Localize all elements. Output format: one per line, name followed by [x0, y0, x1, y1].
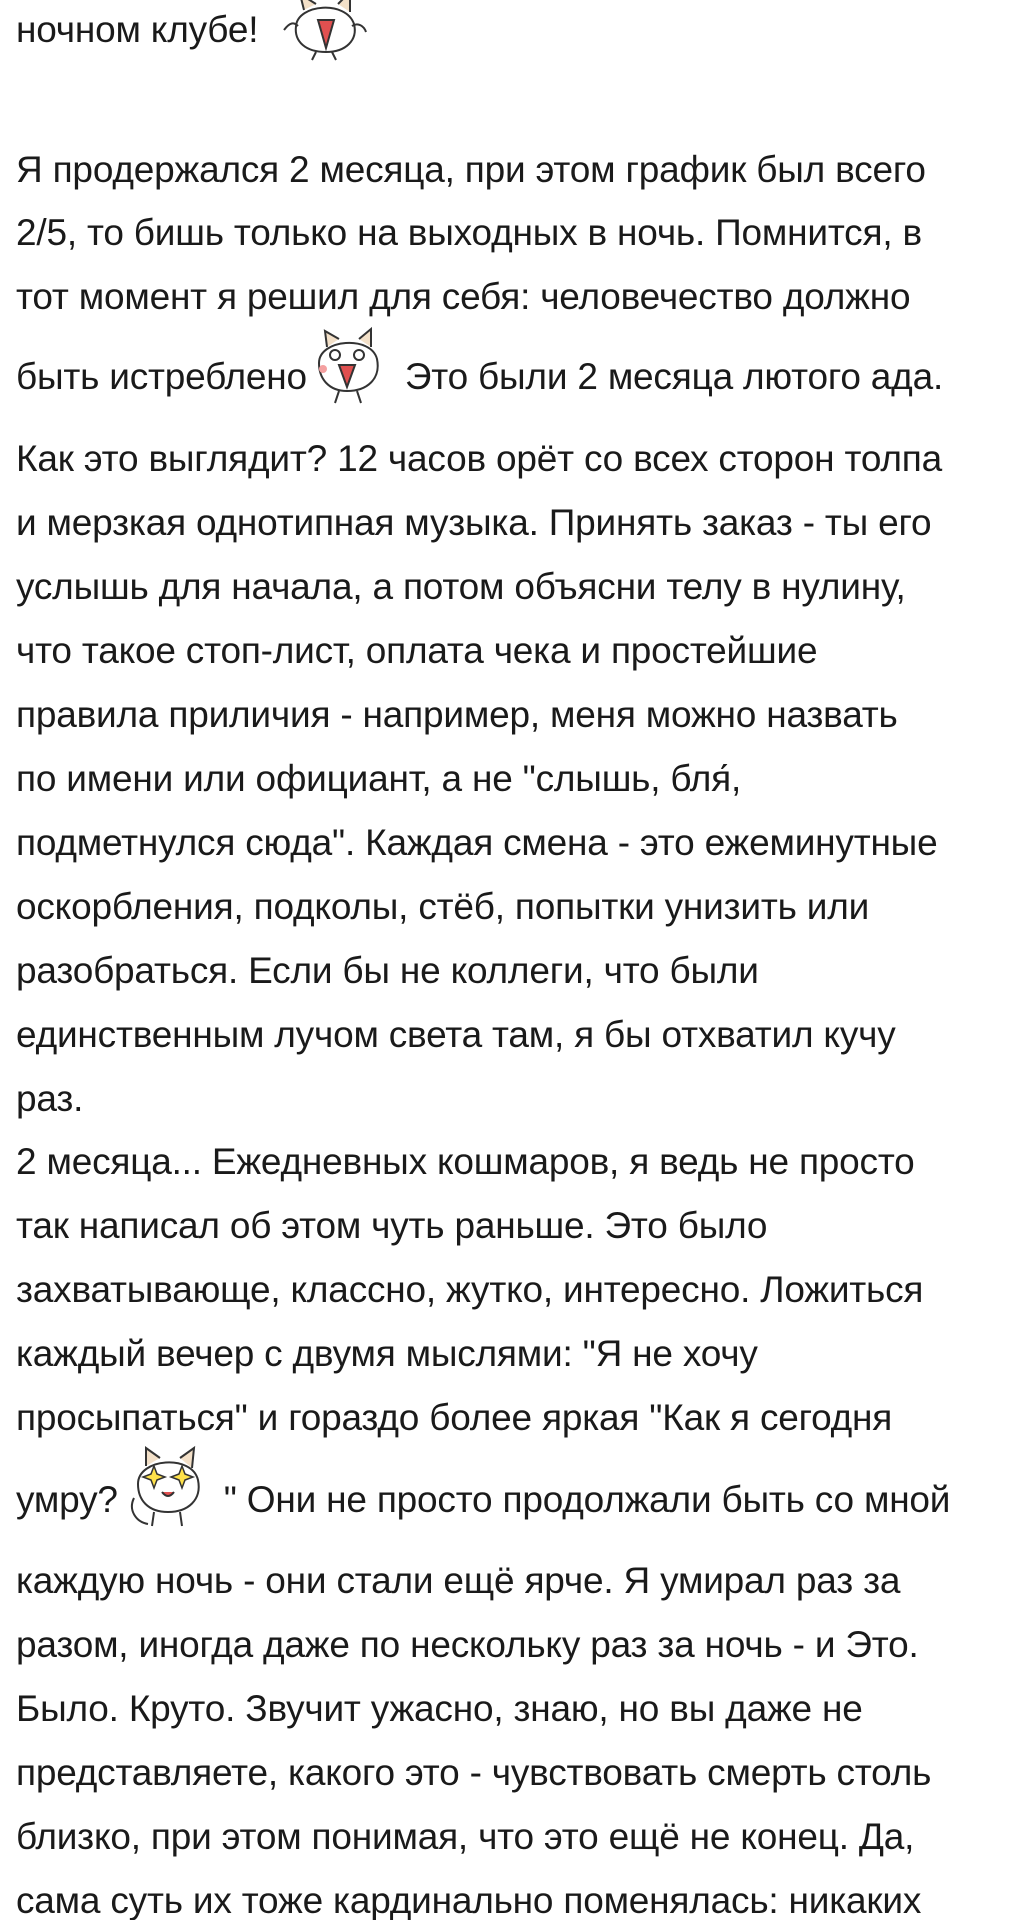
- text-line-17: 2 месяца... Ежедневных кошмаров, я ведь не просто: [16, 1141, 915, 1182]
- text-line-28: сама суть их тоже кардинально поменялась: никаких: [16, 1880, 922, 1920]
- text-line-9: что такое стоп-лист, оплата чека и простейшие: [16, 630, 818, 671]
- text-line-2: Я продержался 2 месяца, при этом график был всего: [16, 149, 926, 190]
- text-line-26: представляете, какого это - чувствовать смерть столь: [16, 1752, 932, 1793]
- text-line-22: умру? " Они не просто продолжали быть со мной: [16, 1474, 950, 1530]
- text-line-11: по имени или официант, а не "слышь, бля́,: [16, 758, 742, 799]
- text-line-24: разом, иногда даже по нескольку раз за ночь - и Это.: [16, 1624, 919, 1665]
- text-line-10: правила приличия - например, меня можно назвать: [16, 694, 898, 735]
- text-line-25: Было. Круто. Звучит ужасно, знаю, но вы даже не: [16, 1688, 863, 1729]
- text-line-7: и мерзкая однотипная музыка. Принять заказ - ты его: [16, 502, 932, 543]
- text-line-16: раз.: [16, 1078, 84, 1119]
- text-line-21: просыпаться" и гораздо более яркая "Как я сегодня: [16, 1397, 893, 1438]
- text-line-14: разобраться. Если бы не коллеги, что были: [16, 950, 759, 991]
- text-line-3: 2/5, то бишь только на выходных в ночь. Помнится, в: [16, 212, 922, 253]
- text-line-1: ночном клубе!: [16, 2, 372, 62]
- text-line-18: так написал об этом чуть раньше. Это было: [16, 1205, 768, 1246]
- text-line-6: Как это выглядит? 12 часов орёт со всех сторон толпа: [16, 438, 942, 479]
- screaming-cat-sticker-icon: [309, 325, 387, 407]
- text-line-5: быть истреблено Это были 2 месяца лютого ада.: [16, 351, 943, 407]
- text-line-23: каждую ночь - они стали ещё ярче. Я умирал раз за: [16, 1560, 901, 1601]
- text-line-15: единственным лучом света там, я бы отхватил кучу: [16, 1014, 896, 1055]
- text-line-27: близко, при этом понимая, что это ещё не конец. Да,: [16, 1816, 915, 1857]
- text-line-8: услышь для начала, а потом объясни телу в нулину,: [16, 566, 906, 607]
- text-line-19: захватывающе, классно, жутко, интересно. Ложиться: [16, 1269, 924, 1310]
- screaming-cat-sticker-icon: [276, 0, 372, 62]
- text-line-4: тот момент я решил для себя: человечество должно: [16, 276, 911, 317]
- text-line-20: каждый вечер с двумя мыслями: "Я не хочу: [16, 1333, 758, 1374]
- text-line-12: подметнулся сюда". Каждая смена - это ежеминутные: [16, 822, 938, 863]
- text-line-13: оскорбления, подколы, стёб, попытки унизить или: [16, 886, 870, 927]
- sparkle-eyes-cat-sticker-icon: [124, 1440, 210, 1530]
